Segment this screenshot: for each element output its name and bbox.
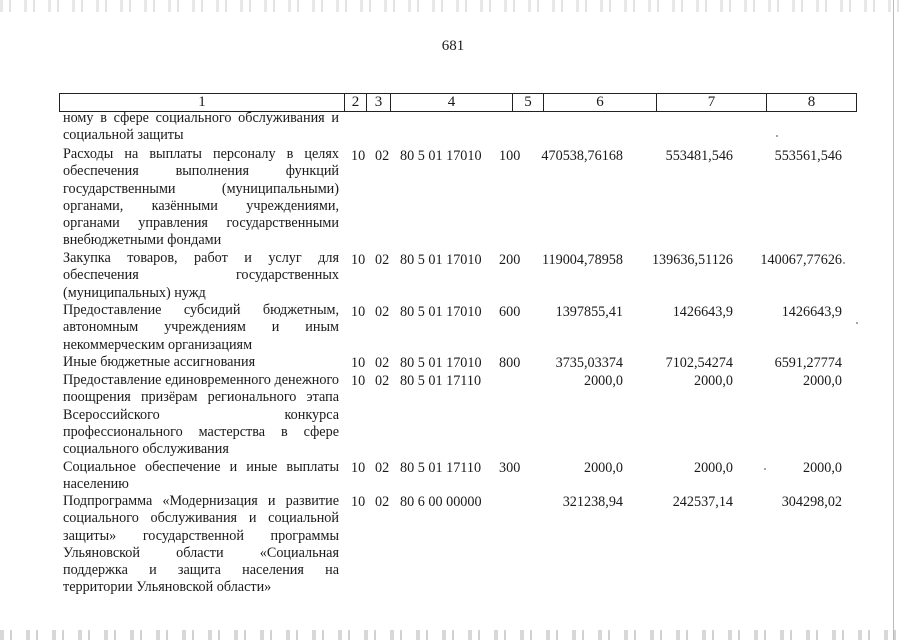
- row-amount-col6: 1397855,41: [555, 304, 623, 320]
- header-col-2: 2: [345, 94, 367, 112]
- row-amount-col6: 2000,0: [583, 373, 623, 389]
- row-amount-col7: 139636,51126: [651, 252, 733, 268]
- row-rz: 10: [351, 373, 366, 389]
- row-amount-col6: 3735,03374: [555, 355, 623, 371]
- row-amount-col6: 2000,0: [583, 460, 623, 476]
- scan-speck: [776, 135, 778, 137]
- row-rz: 10: [351, 460, 366, 476]
- row-rz: 10: [351, 355, 366, 371]
- row-amount-col6: 470538,76168: [541, 148, 623, 164]
- row-pr: 02: [375, 373, 390, 389]
- row-csr: 80 5 01 17010: [400, 304, 482, 320]
- row-amount-col7: 7102,54274: [665, 355, 733, 371]
- row-csr: 80 5 01 17010: [400, 252, 482, 268]
- page-number: 681: [441, 38, 465, 54]
- row-amount-col8: 140067,77626: [760, 252, 842, 268]
- header-col-3: 3: [367, 94, 391, 112]
- row-amount-col8: 6591,27774: [774, 355, 842, 371]
- row-name: Закупка товаров, работ и услуг для обеспечения государственных (муниципальных) нужд: [63, 250, 339, 301]
- header-col-5: 5: [513, 94, 544, 112]
- row-amount-col8: 2000,0: [802, 460, 842, 476]
- row-amount-col7: 2000,0: [693, 460, 733, 476]
- row-amount-col8: 553561,546: [774, 148, 842, 164]
- row-csr: 80 6 00 00000: [400, 494, 482, 510]
- row-csr: 80 5 01 17010: [400, 355, 482, 371]
- row-rz: 10: [351, 148, 366, 164]
- row-vr: 800: [499, 355, 521, 371]
- row-csr: 80 5 01 17110: [400, 373, 482, 389]
- header-col-1: 1: [60, 94, 345, 112]
- row-amount-col8: 2000,0: [802, 373, 842, 389]
- row-amount-col7: 553481,546: [665, 148, 733, 164]
- scan-border-bottom: [0, 630, 905, 640]
- row-vr: 600: [499, 304, 521, 320]
- row-pr: 02: [375, 252, 390, 268]
- header-col-8: 8: [767, 94, 857, 112]
- row-amount-col7: 2000,0: [693, 373, 733, 389]
- row-pr: 02: [375, 355, 390, 371]
- header-col-6: 6: [544, 94, 657, 112]
- scan-speck: [764, 468, 766, 470]
- row-vr: 200: [499, 252, 521, 268]
- row-pr: 02: [375, 494, 390, 510]
- row-amount-col7: 1426643,9: [672, 304, 733, 320]
- row-amount-col8: 1426643,9: [781, 304, 842, 320]
- row-amount-col6: 119004,78958: [541, 252, 623, 268]
- row-pr: 02: [375, 304, 390, 320]
- scan-border-right: [893, 0, 894, 640]
- row-amount-col7: 242537,14: [672, 494, 733, 510]
- scan-speck: [843, 262, 845, 264]
- row-name: ному в сфере социального обслуживания и социальной защиты: [63, 110, 339, 144]
- row-pr: 02: [375, 460, 390, 476]
- row-amount-col8: 304298,02: [781, 494, 842, 510]
- row-rz: 10: [351, 494, 366, 510]
- row-pr: 02: [375, 148, 390, 164]
- row-name: Подпрограмма «Модернизация и развитие социального обслуживания и социальной защиты» государственной программы Ульяновской области «Социальная поддержка и защита населения на территории Ульяновской области»: [63, 493, 339, 596]
- row-name: Предоставление единовременного денежного поощрения призёрам регионального этапа Всероссийского конкурса профессионального мастерства в сфере социального обслуживания: [63, 372, 339, 458]
- row-amount-col6: 321238,94: [562, 494, 623, 510]
- row-name: Предоставление субсидий бюджетным, автономным учреждениям и иным некоммерческим организациям: [63, 302, 339, 353]
- row-vr: 300: [499, 460, 521, 476]
- row-vr: 100: [499, 148, 521, 164]
- row-name: Расходы на выплаты персоналу в целях обеспечения выполнения функций государственными (муниципальными) органами, казёнными учреждениями, органами управления государственными внебюджетными фондами: [63, 146, 339, 249]
- row-csr: 80 5 01 17110: [400, 460, 482, 476]
- header-col-7: 7: [657, 94, 767, 112]
- header-col-4: 4: [391, 94, 513, 112]
- row-rz: 10: [351, 252, 366, 268]
- row-csr: 80 5 01 17010: [400, 148, 482, 164]
- scan-border-top: [0, 0, 905, 12]
- row-rz: 10: [351, 304, 366, 320]
- row-name: Иные бюджетные ассигнования: [63, 354, 256, 370]
- scan-speck: [856, 322, 858, 324]
- row-name: Социальное обеспечение и иные выплаты населению: [63, 459, 339, 493]
